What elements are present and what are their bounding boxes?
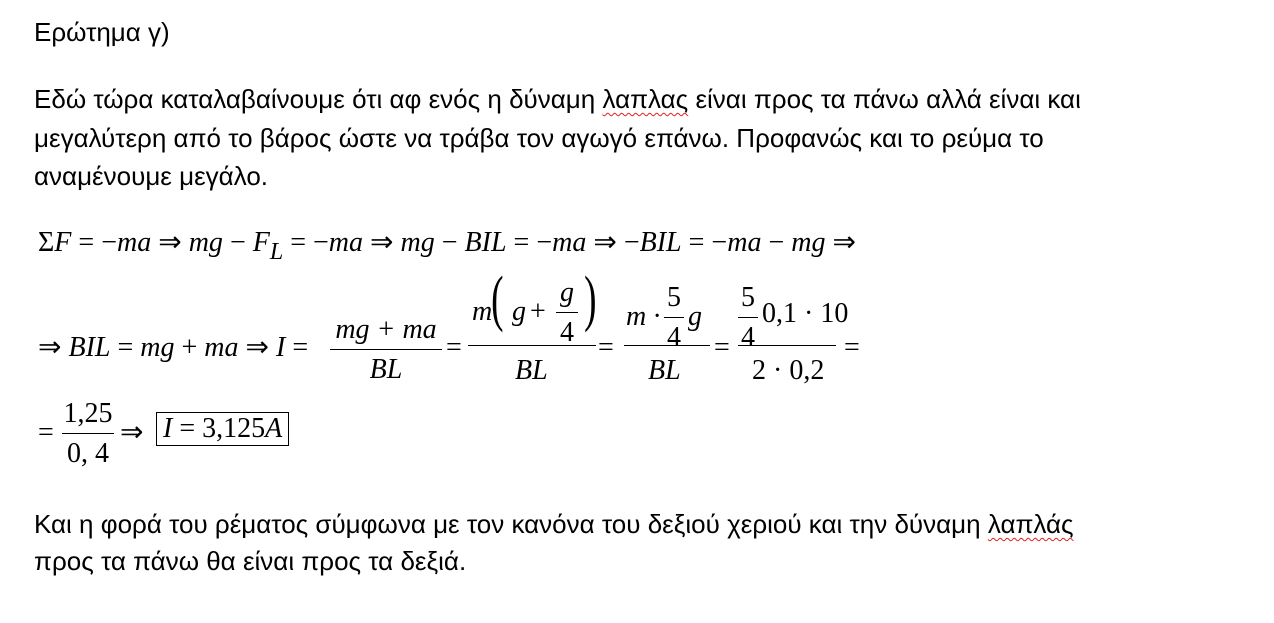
fraction-3-inner xyxy=(664,284,684,352)
fraction-2-denominator: BL xyxy=(515,355,548,386)
paragraph1-line2: μεγαλύτερη από το βάρος ώστε να τράβα τον αγωγό επάνω. Προφανώς και το ρεύμα το xyxy=(34,123,1044,153)
fraction-5 xyxy=(62,400,114,468)
fraction-numerator: mg + ma xyxy=(335,314,437,345)
math-unit: A xyxy=(265,413,283,444)
math-op: = xyxy=(285,332,309,363)
equals-sign: = xyxy=(714,332,730,363)
paragraph2-line2: προς τα πάνω θα είναι προς τα δεξιά. xyxy=(34,546,467,576)
fraction-denominator: 4 xyxy=(667,322,681,353)
fraction-denominator: BL xyxy=(369,354,403,385)
fraction-bar xyxy=(738,317,758,318)
fraction-numerator: 1,25 xyxy=(63,398,113,429)
paragraph2-line1 xyxy=(34,511,1074,537)
math-op: − xyxy=(434,227,465,258)
paragraph1-line1 xyxy=(34,86,1081,112)
math-var: I xyxy=(163,413,173,444)
left-paren: ( xyxy=(491,265,504,333)
fraction-3-m: m · xyxy=(626,301,661,332)
fraction-4-denominator: 2 · 0,2 xyxy=(752,355,825,386)
implies-symbol: ⇒ xyxy=(38,332,69,363)
text-span: είναι προς τα πάνω αλλά είναι και xyxy=(688,84,1081,114)
fraction-4-inner xyxy=(738,284,758,352)
math-op: = − xyxy=(283,227,329,258)
math-op: − xyxy=(222,227,253,258)
math-var: mg xyxy=(140,332,175,363)
spellcheck-flagged-word[interactable]: λαπλάς xyxy=(987,509,1074,539)
right-paren: ) xyxy=(584,265,597,333)
fraction-denominator: 0, 4 xyxy=(67,438,109,469)
math-var: ma xyxy=(552,227,587,258)
spellcheck-flagged-word[interactable]: λαπλας xyxy=(602,84,689,114)
equals-sign: = xyxy=(446,332,462,363)
math-op: + xyxy=(174,332,205,363)
math-var: ma xyxy=(117,227,152,258)
fraction-numerator: g xyxy=(560,277,574,308)
fraction-bar xyxy=(556,312,578,313)
fraction-1 xyxy=(330,316,442,384)
math-var: F xyxy=(54,227,72,258)
math-var: mg xyxy=(400,227,435,258)
fraction-2-g: g xyxy=(512,296,526,327)
math-op: = − xyxy=(681,227,728,258)
fraction-bar xyxy=(330,349,442,350)
math-var: I xyxy=(276,332,286,363)
fraction-4-numerator-rest: 0,1 · 10 xyxy=(762,298,849,329)
equation-line-2-lead xyxy=(38,334,308,362)
equation-line-1 xyxy=(38,229,856,264)
math-op: − xyxy=(761,227,792,258)
fraction-denominator: 4 xyxy=(741,322,755,353)
implies-symbol: ⇒ − xyxy=(586,227,640,258)
math-var: ma xyxy=(328,227,364,258)
fraction-bar xyxy=(738,345,836,346)
paragraph1-line3: αναμένουμε μεγάλο. xyxy=(34,161,268,191)
math-var: ma xyxy=(204,332,239,363)
fraction-denominator: 4 xyxy=(560,317,574,348)
equals-sign: = xyxy=(38,417,54,448)
implies-symbol: ⇒ xyxy=(238,332,276,363)
fraction-bar xyxy=(468,345,596,346)
boxed-result xyxy=(156,412,289,446)
equals-sign: = xyxy=(598,332,614,363)
fraction-bar xyxy=(624,345,710,346)
fraction-2-plus: + xyxy=(530,296,546,327)
math-var: mg xyxy=(188,227,223,258)
math-var: BIL xyxy=(639,227,682,258)
fraction-2-m: m xyxy=(472,296,493,327)
text-span: Εδώ τώρα καταλαβαίνουμε ότι αφ ενός η δύναμη xyxy=(34,84,603,114)
fraction-numerator: 5 xyxy=(741,282,755,313)
equals-sign: = xyxy=(844,332,860,363)
implies-symbol: ⇒ xyxy=(363,227,401,258)
implies-symbol: ⇒ xyxy=(825,227,856,258)
section-heading: Ερώτημα γ) xyxy=(34,17,170,47)
fraction-3-denominator: BL xyxy=(648,355,681,386)
math-var: F xyxy=(252,227,270,258)
math-value: = 3,125 xyxy=(172,413,266,444)
math-symbol: Σ xyxy=(38,227,55,258)
math-var: BIL xyxy=(464,227,507,258)
fraction-numerator: 5 xyxy=(667,282,681,313)
math-var: ma xyxy=(727,227,762,258)
math-op: = − xyxy=(71,227,117,258)
fraction-3-g: g xyxy=(688,301,702,332)
fraction-bar xyxy=(664,317,684,318)
math-var: BIL xyxy=(68,332,111,363)
implies-symbol: ⇒ xyxy=(120,417,144,448)
math-op: = xyxy=(110,332,141,363)
math-op: = − xyxy=(506,227,553,258)
implies-symbol: ⇒ xyxy=(151,227,189,258)
math-var: mg xyxy=(791,227,826,258)
fraction-bar xyxy=(62,433,114,434)
fraction-2-inner xyxy=(556,279,578,347)
text-span: Και η φορά του ρέματος σύμφωνα με τον κανόνα του δεξιού χεριού και την δύναμη xyxy=(34,509,988,539)
math-subscript: L xyxy=(269,239,284,265)
